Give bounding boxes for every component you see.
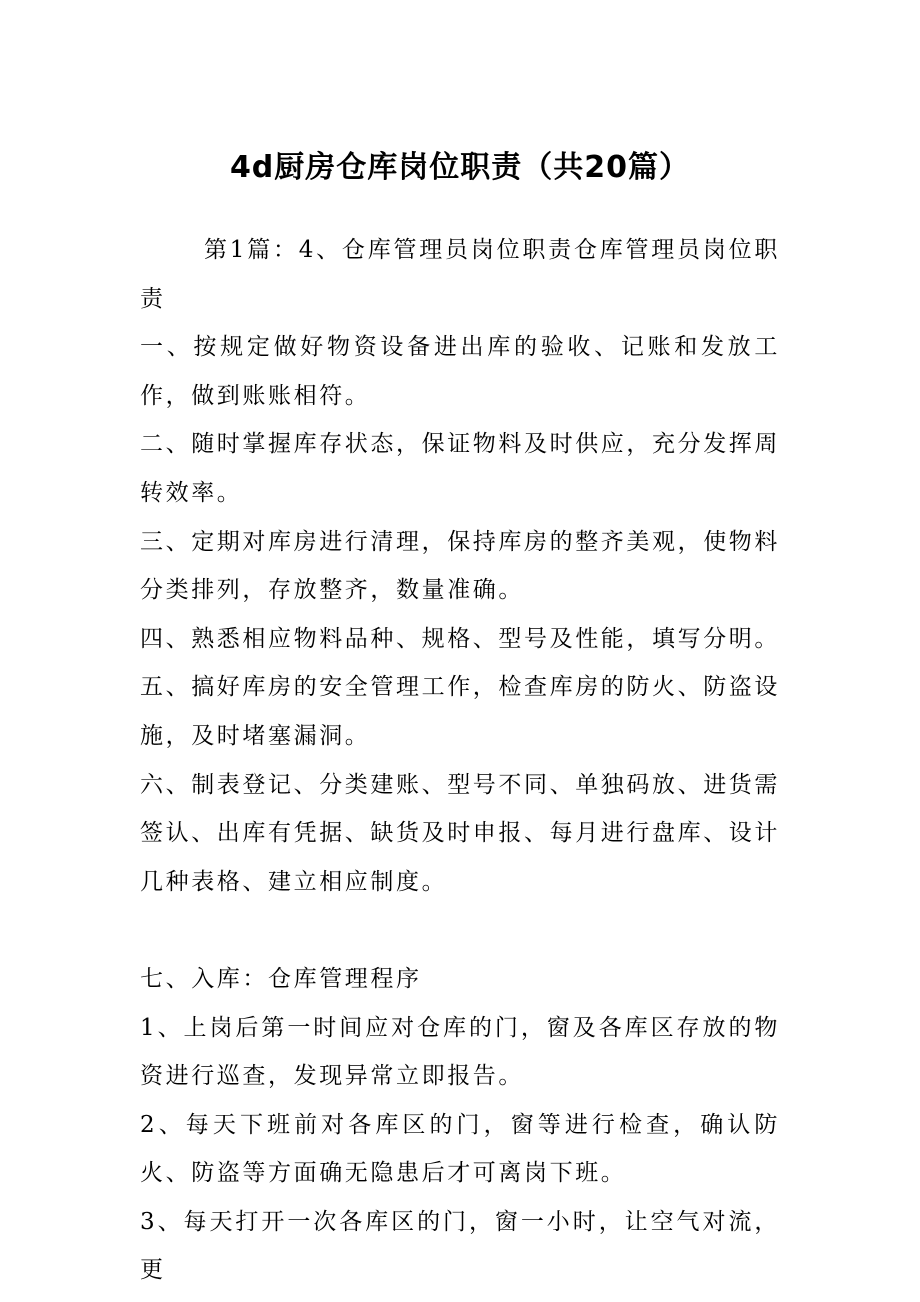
paragraph-duty-4: 四、熟悉相应物料品种、规格、型号及性能，填写分明。 bbox=[140, 625, 780, 652]
paragraph-duty-2: 二、随时掌握库存状态，保证物料及时供应，充分发挥周转效率。 bbox=[140, 431, 780, 506]
paragraph-duty-1: 一、按规定做好物资设备进出库的验收、记账和发放工作，做到账账相符。 bbox=[140, 334, 780, 409]
paragraph-procedure-2: 2、每天下班前对各库区的门，窗等进行检查，确认防火、防盗等方面确无隐患后才可离岗下班。 bbox=[140, 1111, 780, 1187]
document-title: 4d厨房仓库岗位职责（共20篇） bbox=[229, 150, 691, 185]
paragraph-gap bbox=[140, 906, 780, 955]
paragraph-duty-5: 五、搞好库房的安全管理工作，检查库房的防火、防盗设施，及时堵塞漏洞。 bbox=[140, 674, 780, 749]
paragraph-duty-3: 三、定期对库房进行清理，保持库房的整齐美观，使物料分类排列，存放整齐，数量准确。 bbox=[140, 528, 780, 604]
paragraph-procedure-3: 3、每天打开一次各库区的门，窗一小时，让空气对流，更 bbox=[140, 1208, 780, 1284]
document-body bbox=[140, 226, 780, 1295]
paragraph-procedure-1: 1、上岗后第一时间应对仓库的门，窗及各库区存放的物资进行巡查，发现异常立即报告。 bbox=[140, 1014, 780, 1090]
paragraph-chapter-heading: 第1篇：4、仓库管理员岗位职责仓库管理员岗位职责 bbox=[140, 237, 780, 312]
paragraph-duty-6: 六、制表登记、分类建账、型号不同、单独码放、进货需签认、出库有凭据、缺货及时申报、每月进行盘库、设计几种表格、建立相应制度。 bbox=[140, 771, 780, 895]
paragraph-section-7: 七、入库：仓库管理程序 bbox=[140, 965, 422, 992]
